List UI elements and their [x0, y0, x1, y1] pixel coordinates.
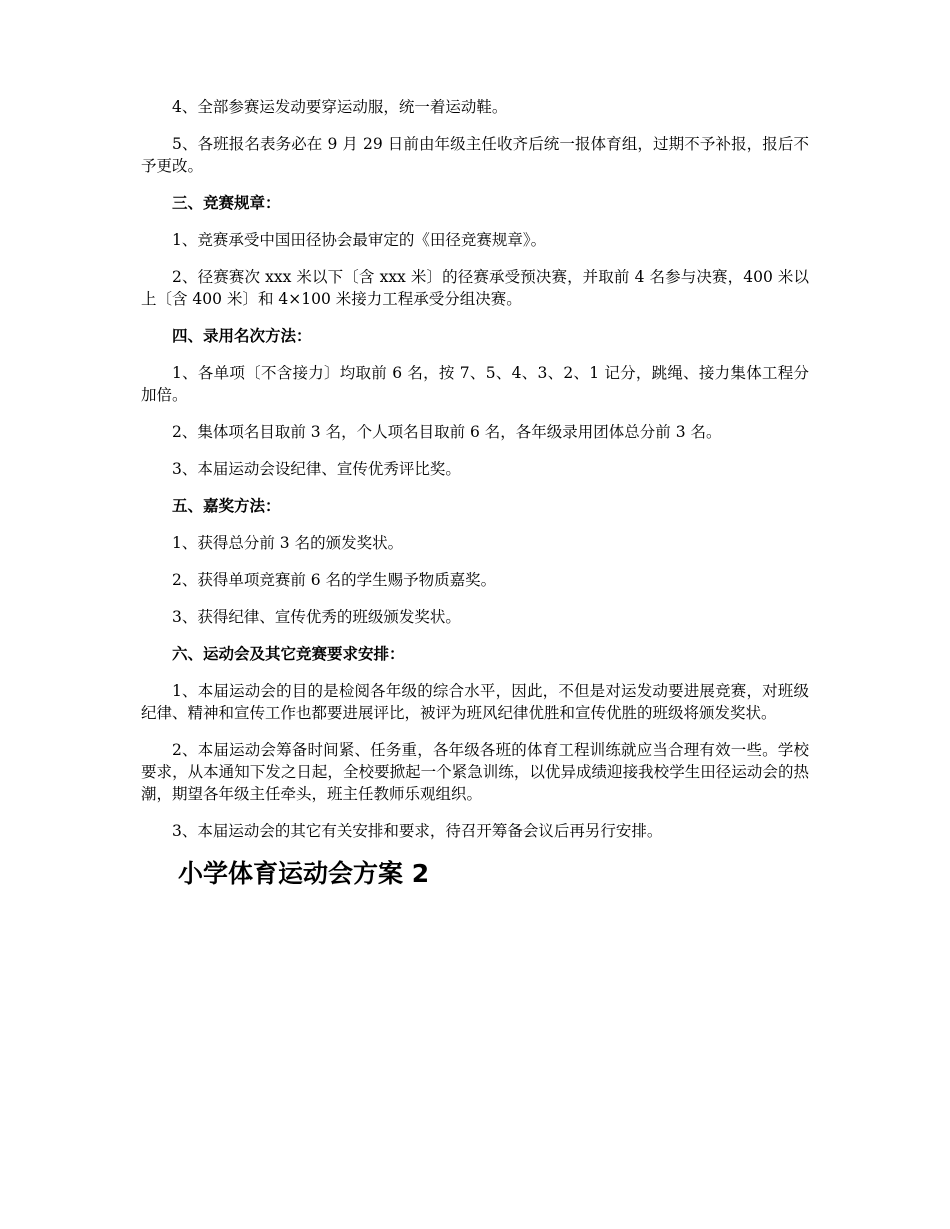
section-heading: 四、录用名次方法： [172, 326, 312, 345]
paragraph: 4、全部参赛运发动要穿运动服，统一着运动鞋。 [172, 98, 508, 116]
paragraph: 1、本届运动会的目的是检阅各年级的综合水平，因此，不但是对运发动要进展竞赛，对班级纪律、精神和宣传工作也都要进展评比，被评为班风纪律优胜和宣传优胜的班级将颁发奖状。 [141, 682, 809, 722]
paragraph: 1、竞赛承受中国田径协会最审定的《田径竞赛规章》。 [172, 231, 547, 249]
section-heading: 五、嘉奖方法： [172, 496, 281, 515]
paragraph: 2、集体项名目取前 3 名，个人项名目取前 6 名，各年级录用团体总分前 3 名。 [172, 423, 722, 441]
document-body [141, 96, 809, 891]
section-heading: 六、运动会及其它竞赛要求安排： [172, 644, 405, 663]
paragraph: 3、本届运动会设纪律、宣传优秀评比奖。 [172, 460, 461, 478]
paragraph: 1、各单项〔不含接力〕均取前 6 名，按 7、5、4、3、2、1 记分，跳绳、接力集体工程分加倍。 [141, 364, 809, 404]
paragraph: 2、获得单项竞赛前 6 名的学生赐予物质嘉奖。 [172, 571, 497, 589]
paragraph: 2、径赛赛次 xxx 米以下〔含 xxx 米〕的径赛承受预决赛，并取前 4 名参与决赛，400 米以上〔含 400 米〕和 4×100 米接力工程承受分组决赛。 [141, 268, 809, 308]
paragraph: 5、各班报名表务必在 9 月 29 日前由年级主任收齐后统一报体育组，过期不予补报，报后不予更改。 [141, 135, 809, 175]
section-heading: 三、竞赛规章： [172, 193, 281, 212]
paragraph: 2、本届运动会筹备时间紧、任务重，各年级各班的体育工程训练就应当合理有效一些。学校要求，从本通知下发之日起，全校要掀起一个紧急训练，以优异成绩迎接我校学生田径运动会的热潮，期望各年级主任牵头，班主任教师乐观组织。 [141, 741, 809, 803]
paragraph: 3、获得纪律、宣传优秀的班级颁发奖状。 [172, 608, 461, 626]
paragraph: 1、获得总分前 3 名的颁发奖状。 [172, 534, 404, 552]
document-title: 小学体育运动会方案 2 [178, 859, 430, 888]
paragraph: 3、本届运动会的其它有关安排和要求，待召开筹备会议后再另行安排。 [172, 822, 663, 840]
